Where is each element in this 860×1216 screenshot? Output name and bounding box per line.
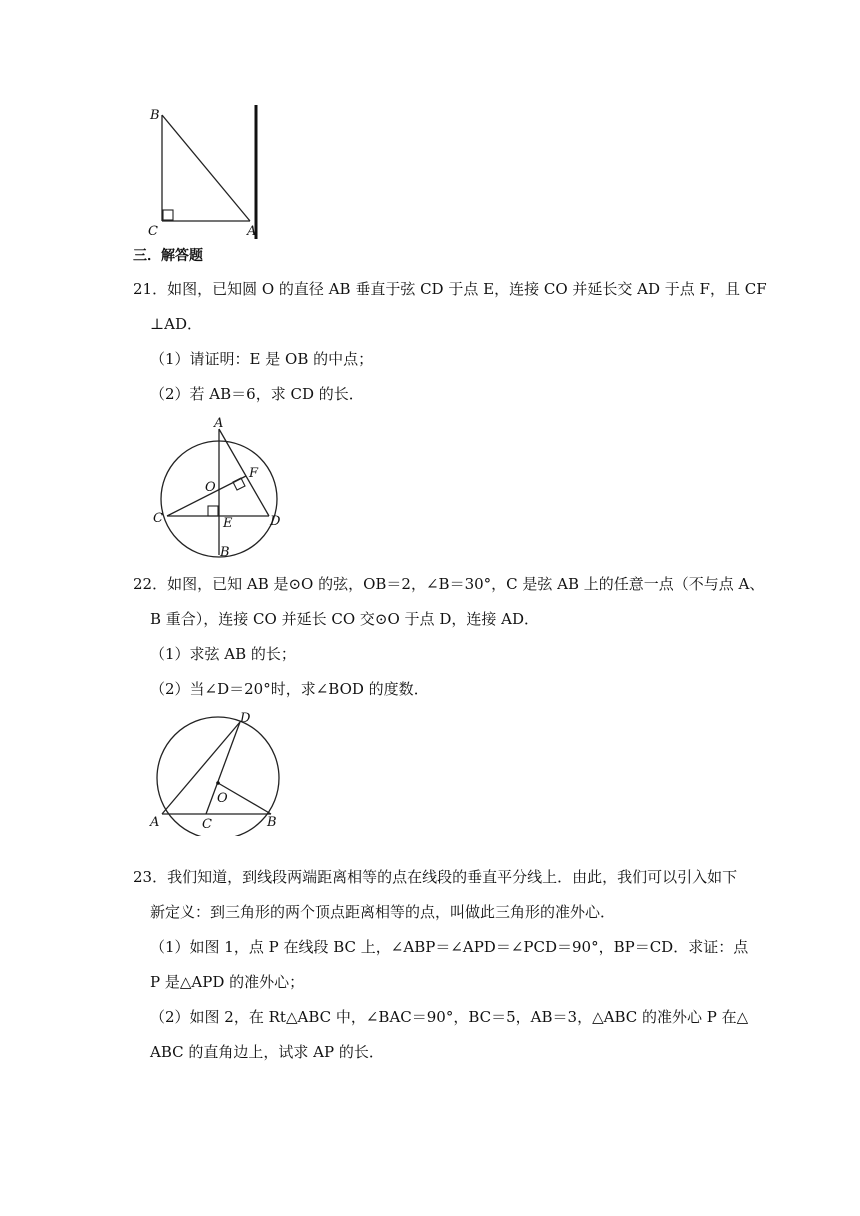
vertex-label-c: C: [148, 224, 158, 239]
q23-line1: 23．我们知道，到线段两端距离相等的点在线段的垂直平分线上．由此，我们可以引入如下: [133, 868, 738, 886]
q21-label-f: F: [249, 466, 259, 481]
vertex-label-b: B: [150, 108, 160, 123]
q21-label-c: C: [153, 511, 163, 526]
q21-line2: ⊥AD．: [150, 315, 202, 333]
q22-part2: （2）当∠D＝20°时，求∠BOD 的度数．: [150, 680, 429, 698]
q23-part2-line2: ABC 的直角边上，试求 AP 的长．: [150, 1043, 384, 1061]
q21-line1: 21．如图，已知圆 O 的直径 AB 垂直于弦 CD 于点 E，连接 CO 并延长交 AD 于点 F，且 CF: [133, 280, 767, 298]
q22-line2: B 重合），连接 CO 并延长 CO 交⊙O 于点 D，连接 AD．: [150, 610, 539, 628]
q22-label-c: C: [202, 817, 212, 832]
q21-label-a: A: [214, 416, 224, 431]
q21-part2: （2）若 AB＝6，求 CD 的长．: [150, 385, 364, 403]
q23-part1-line1: （1）如图 1，点 P 在线段 BC 上，∠ABP＝∠APD＝∠PCD＝90°，BP＝CD．求证：点: [150, 938, 749, 956]
right-triangle-figure: [140, 95, 270, 245]
q23-part1-line2: P 是△APD 的准外心；: [150, 973, 305, 991]
q22-label-a: A: [150, 815, 160, 830]
q22-part1: （1）求弦 AB 的长；: [150, 645, 296, 663]
q21-part1: （1）请证明：E 是 OB 的中点；: [150, 350, 374, 368]
q21-label-d: D: [270, 514, 281, 529]
q22-label-o: O: [217, 791, 228, 806]
q22-line1: 22．如图，已知 AB 是⊙O 的弦，OB＝2，∠B＝30°，C 是弦 AB 上的任意一点（不与点 A、: [133, 575, 765, 593]
q22-circle-figure: [145, 708, 295, 836]
q21-label-o: O: [205, 480, 216, 495]
vertex-label-a: A: [247, 224, 257, 239]
q21-label-e: E: [223, 516, 233, 531]
section-heading: 三．解答题: [133, 248, 203, 264]
q21-label-b: B: [220, 545, 230, 560]
q23-line2: 新定义：到三角形的两个顶点距离相等的点，叫做此三角形的准外心．: [150, 903, 616, 921]
q22-label-d: D: [240, 711, 251, 726]
q21-circle-figure: [145, 413, 290, 563]
q23-part2-line1: （2）如图 2，在 Rt△ABC 中，∠BAC＝90°，BC＝5，AB＝3，△ABC 的准外心 P 在△: [150, 1008, 749, 1026]
q22-label-b: B: [267, 815, 277, 830]
